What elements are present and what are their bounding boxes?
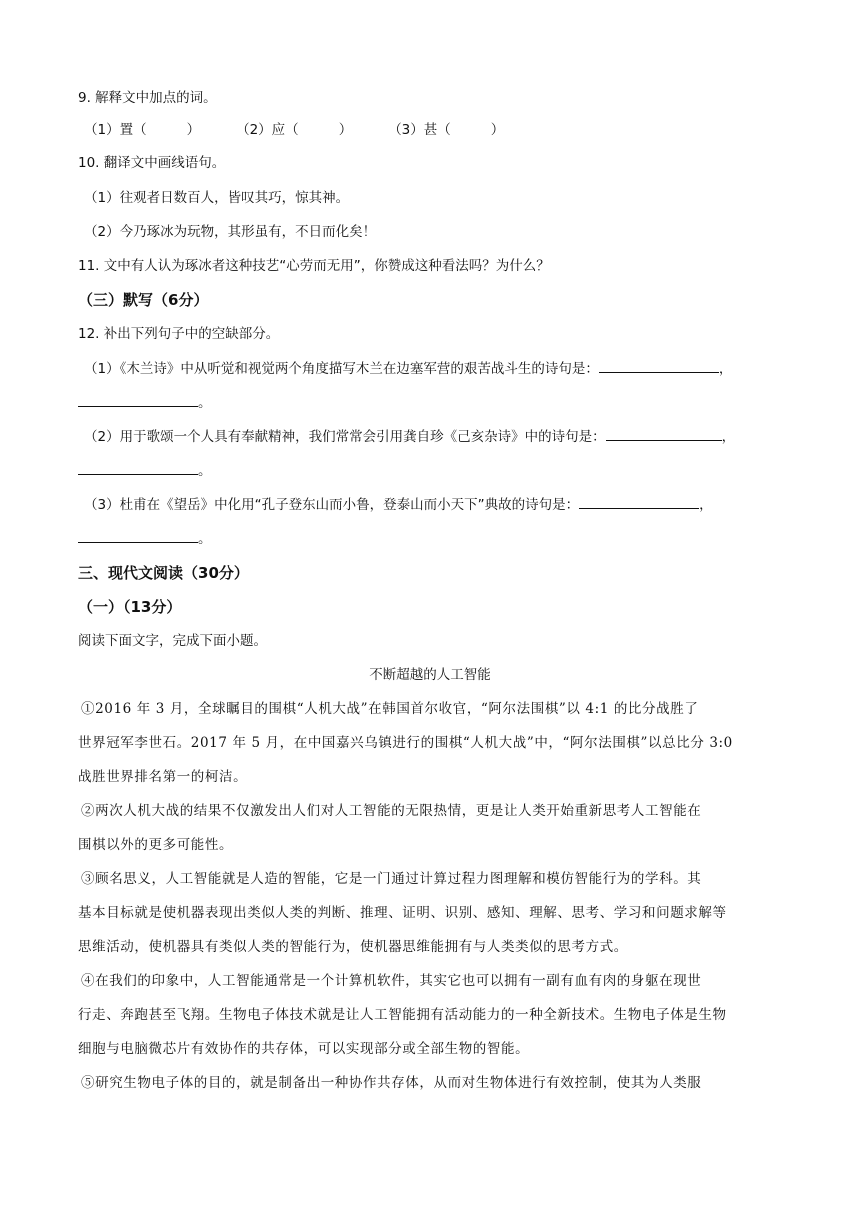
punct-period: 。: [198, 531, 212, 547]
q9-item-3-open: （3）甚（: [388, 122, 451, 138]
answer-blank[interactable]: [606, 428, 722, 441]
q12-item-1: [84, 359, 800, 379]
q10-sentence-2: （2）今乃琢冰为玩物，其形虽有，不日而化矣！: [84, 224, 377, 240]
q9-item-1-open: （1）置（: [84, 122, 147, 138]
article-p3-line3: 思维活动，使机器具有类似人类的智能行为，使机器思维能拥有与人类类似的思考方式。: [78, 939, 628, 955]
answer-blank[interactable]: [78, 462, 198, 475]
q12-item-1-text: （1）《木兰诗》中从听觉和视觉两个角度描写木兰在边塞军营的艰苦战斗生的诗句是：: [84, 361, 599, 377]
q12-item-2: [84, 427, 800, 447]
punct-period: 。: [198, 395, 212, 411]
q10-stem: 10. 翻译文中画线语句。: [78, 155, 226, 171]
section-modern-reading-heading: 三、现代文阅读（30分）: [78, 564, 249, 582]
q9-item-2-close: ）: [338, 122, 353, 138]
q12-stem: 12. 补出下列句子中的空缺部分。: [78, 326, 280, 342]
q9-item-1-close: ）: [186, 122, 201, 138]
q12-item-2-text: （2）用于歌颂一个人具有奉献精神，我们常常会引用龚自珍《己亥杂诗》中的诗句是：: [84, 429, 606, 445]
reading-instruction: 阅读下面文字，完成下面小题。: [78, 633, 267, 649]
punct-comma: ，: [721, 429, 736, 445]
q11-stem: 11. 文中有人认为琢冰者这种技艺“心劳而无用”，你赞成这种看法吗？为什么？: [78, 258, 550, 274]
article-p2-line2: 围棋以外的更多可能性。: [78, 837, 234, 853]
q9-items: [84, 120, 800, 140]
q9-item-3-close: ）: [490, 122, 505, 138]
q12-item-3-cont: [78, 529, 800, 549]
answer-blank[interactable]: [599, 360, 719, 373]
article-p4-line2: 行走、奔跑甚至飞翔。生物电子体技术就是让人工智能拥有活动能力的一种全新技术。生物电子体是生物: [78, 1007, 727, 1023]
article-p5-line1: ⑤研究生物电子体的目的，就是制备出一种协作共存体，从而对生物体进行有效控制，使其为人类服: [81, 1075, 702, 1091]
punct-period: 。: [198, 463, 212, 479]
q9-item-2-open: （2）应（: [236, 122, 299, 138]
article-p2-line1: ②两次人机大战的结果不仅激发出人们对人工智能的无限热情，更是让人类开始重新思考人工智能在: [81, 803, 702, 819]
section-dictation-heading: （三）默写（6分）: [78, 291, 209, 309]
q12-item-3-text: （3）杜甫在《望岳》中化用“孔子登东山而小鲁，登泰山而小天下”典故的诗句是：: [84, 497, 580, 513]
article-p4-line3: 细胞与电脑微芯片有效协作的共存体，可以实现部分或全部生物的智能。: [78, 1041, 530, 1057]
article-p1-line2: 世界冠军李世石。2017 年 5 月，在中国嘉兴乌镇进行的围棋“人机大战”中，“阿尔法围棋”以总比分 3:0: [78, 735, 733, 751]
q12-item-1-cont: [78, 393, 800, 413]
q9-stem: 9. 解释文中加点的词。: [78, 90, 217, 106]
answer-blank[interactable]: [579, 496, 699, 509]
answer-blank[interactable]: [78, 530, 198, 543]
punct-comma: ，: [718, 361, 733, 377]
article-p4-line1: ④在我们的印象中，人工智能通常是一个计算机软件，其实它也可以拥有一副有血有肉的身躯在现世: [81, 973, 702, 989]
q12-item-3: [84, 495, 800, 515]
article-p1-line1: ①2016 年 3 月，全球瞩目的围棋“人机大战”在韩国首尔收官，“阿尔法围棋”以 4:1 的比分战胜了: [81, 701, 699, 717]
subsection-one-heading: （一）（13分）: [78, 598, 182, 616]
article-p1-line3: 战胜世界排名第一的柯洁。: [78, 769, 248, 785]
article-p3-line1: ③顾名思义，人工智能就是人造的智能，它是一门通过计算过程力图理解和模仿智能行为的学科。其: [81, 871, 702, 887]
q12-item-2-cont: [78, 461, 800, 481]
punct-comma: ，: [699, 497, 713, 513]
q10-sentence-1: （1）往观者日数百人，皆叹其巧，惊其神。: [84, 190, 350, 206]
article-title: 不断超越的人工智能: [369, 667, 491, 683]
article-p3-line2: 基本目标就是使机器表现出类似人类的判断、推理、证明、识别、感知、理解、思考、学习和问题求解等: [78, 905, 727, 921]
answer-blank[interactable]: [78, 394, 198, 407]
